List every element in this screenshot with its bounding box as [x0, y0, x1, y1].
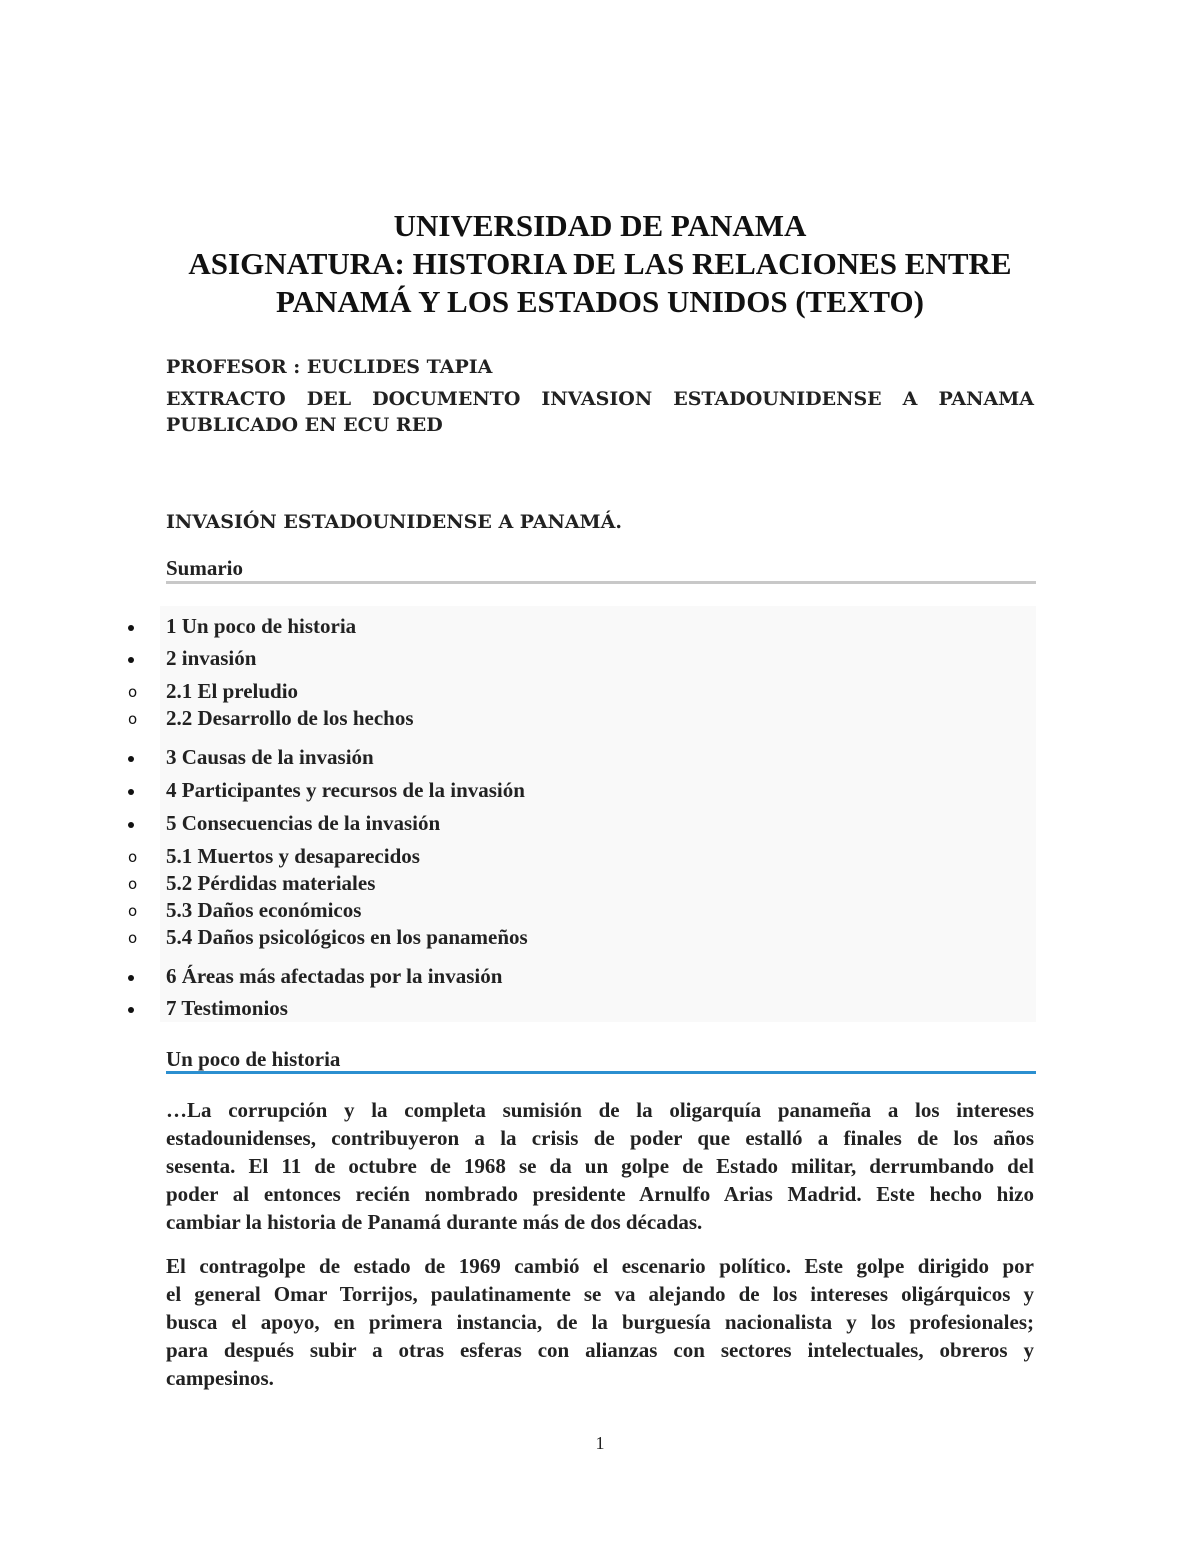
paragraph-line: el general Omar Torrijos, paulatinamente se va alejando de los intereses oligárquicos y	[166, 1282, 1034, 1306]
paragraph-line: poder al entonces recién nombrado presidente Arnulfo Arias Madrid. Este hecho hizo	[166, 1182, 1034, 1206]
paragraph-line: …La corrupción y la completa sumisión de la oligarquía panameña a los intereses	[166, 1098, 1034, 1122]
summary-link[interactable]: 2 invasión	[166, 646, 257, 670]
summary-link[interactable]: 4 Participantes y recursos de la invasión	[166, 778, 525, 802]
summary-link[interactable]: 5 Consecuencias de la invasión	[166, 811, 441, 835]
bullet-icon	[128, 811, 134, 828]
summary-link[interactable]: 5.2 Pérdidas materiales	[166, 871, 376, 895]
summary-link[interactable]: 6 Áreas más afectadas por la invasión	[166, 964, 503, 988]
paragraph-line: busca el apoyo, en primera instancia, de la burguesía nacionalista y los profesionales;	[166, 1310, 1034, 1334]
summary-link[interactable]: 1 Un poco de historia	[166, 614, 357, 638]
summary-link[interactable]: 5.1 Muertos y desaparecidos	[166, 844, 420, 868]
bullet-icon	[128, 646, 134, 663]
document-title	[120, 207, 1080, 321]
sub-bullet-icon: o	[128, 848, 138, 866]
sub-bullet-icon: o	[128, 929, 138, 947]
summary-heading: Sumario	[166, 556, 244, 580]
extract-line-1: EXTRACTO DEL DOCUMENTO INVASION ESTADOUNIDENSE A PANAMA	[166, 388, 1034, 410]
paragraph-line: El contragolpe de estado de 1969 cambió el escenario político. Este golpe dirigido por	[166, 1254, 1034, 1278]
sub-bullet-icon: o	[128, 710, 138, 728]
paragraph-line: para después subir a otras esferas con alianzas con sectores intelectuales, obreros y	[166, 1338, 1034, 1362]
sub-bullet-icon: o	[128, 683, 138, 701]
section-rule	[166, 1071, 1036, 1074]
main-title: INVASIÓN ESTADOUNIDENSE A PANAMÁ.	[166, 511, 622, 533]
bullet-icon	[128, 745, 134, 762]
summary-link[interactable]: 2.1 El preludio	[166, 679, 299, 703]
sub-bullet-icon: o	[128, 875, 138, 893]
paragraph-line: sesenta. El 11 de octubre de 1968 se da un golpe de Estado militar, derrumbando del	[166, 1154, 1034, 1178]
bullet-icon	[128, 778, 134, 795]
bullet-icon	[128, 964, 134, 981]
extract-line-2: PUBLICADO EN ECU RED	[166, 414, 443, 436]
summary-link[interactable]: 7 Testimonios	[166, 996, 288, 1020]
summary-link[interactable]: 2.2 Desarrollo de los hechos	[166, 706, 414, 730]
summary-link[interactable]: 5.4 Daños psicológicos en los panameños	[166, 925, 528, 949]
paragraph-line: campesinos.	[166, 1366, 274, 1390]
title-subject-cont: PANAMÁ Y LOS ESTADOS UNIDOS (TEXTO)	[276, 284, 924, 319]
summary-rule	[166, 581, 1036, 584]
bullet-icon	[128, 614, 134, 631]
paragraph-line: estadounidenses, contribuyeron a la crisis de poder que estalló a finales de los años	[166, 1126, 1034, 1150]
paragraph-line: cambiar la historia de Panamá durante más de dos décadas.	[166, 1210, 703, 1234]
sub-bullet-icon: o	[128, 902, 138, 920]
title-university: UNIVERSIDAD DE PANAMA	[393, 208, 807, 243]
summary-link[interactable]: 5.3 Daños económicos	[166, 898, 362, 922]
bullet-icon	[128, 996, 134, 1013]
page-number: 1	[595, 1433, 605, 1453]
title-subject: ASIGNATURA: HISTORIA DE LAS RELACIONES ENTRE	[188, 246, 1012, 281]
section-heading: Un poco de historia	[166, 1047, 341, 1071]
summary-link[interactable]: 3 Causas de la invasión	[166, 745, 374, 769]
professor-line: PROFESOR : EUCLIDES TAPIA	[166, 356, 493, 378]
